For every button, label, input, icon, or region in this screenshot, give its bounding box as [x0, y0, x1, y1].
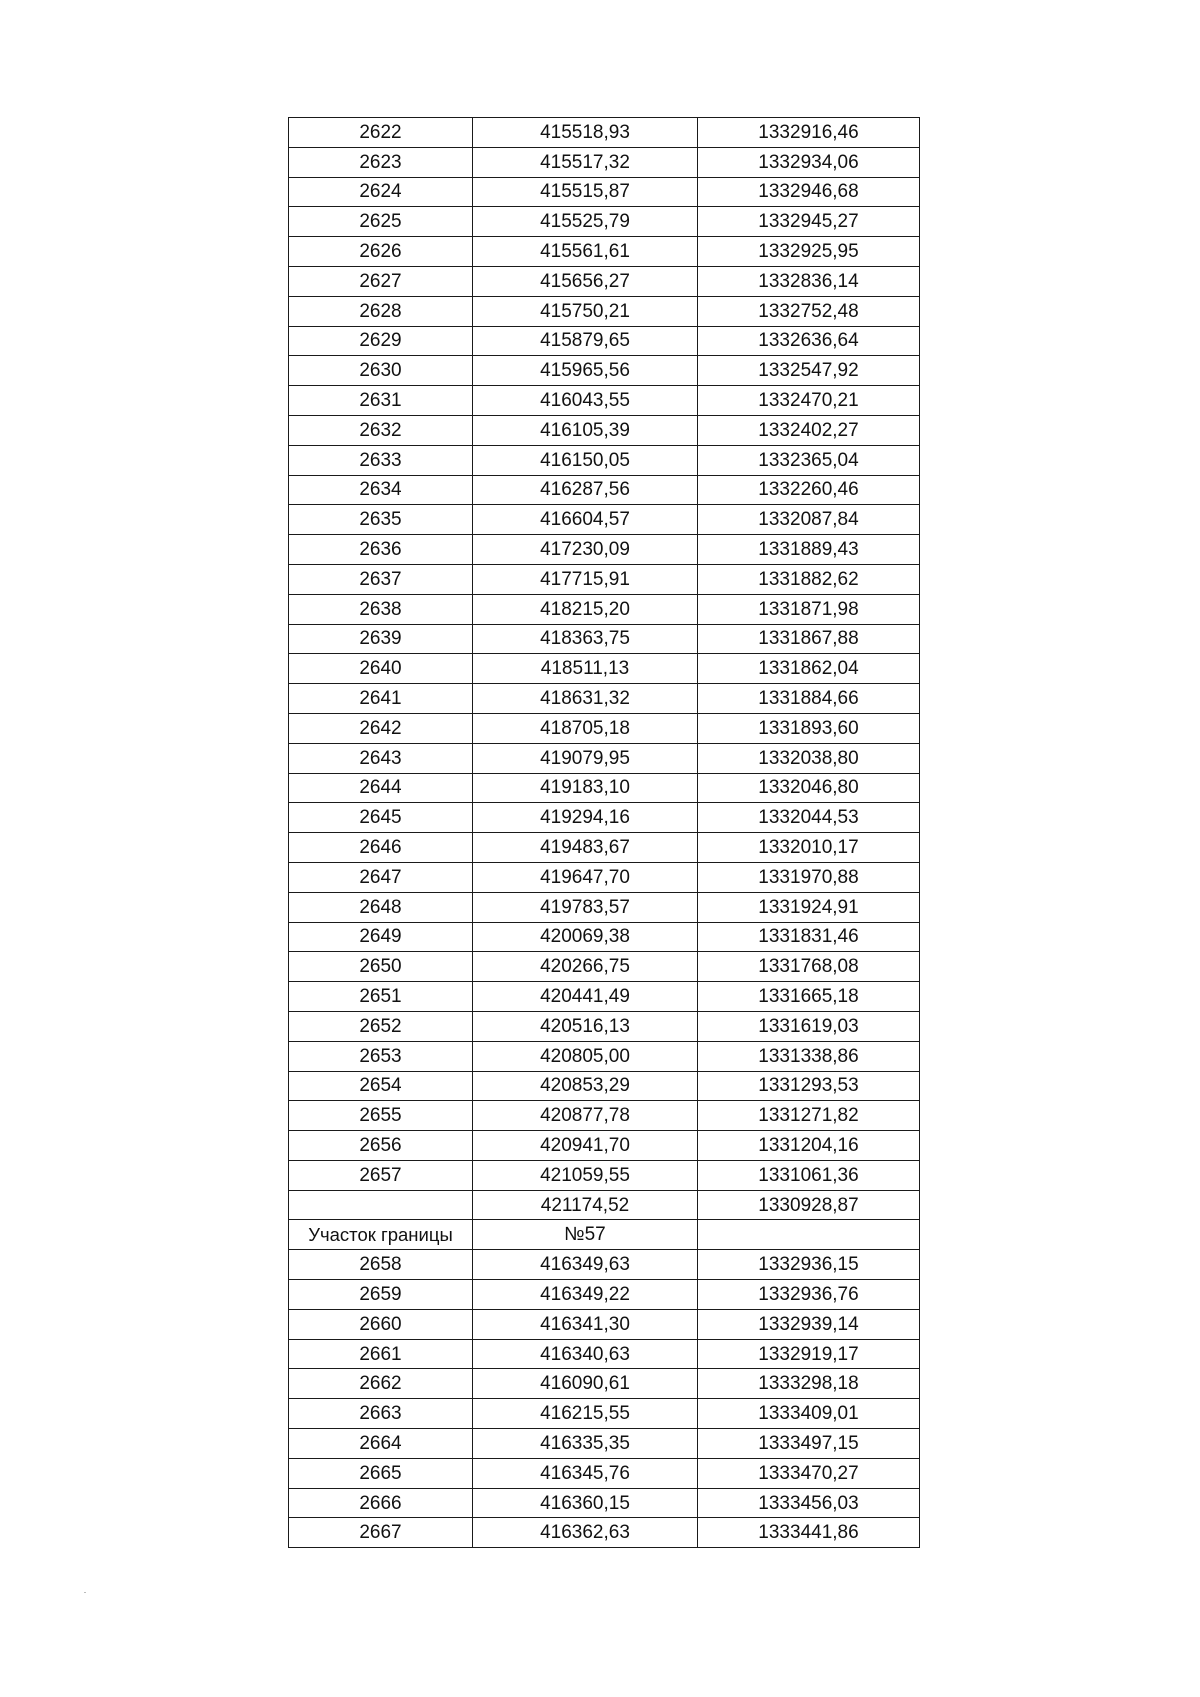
table-row	[289, 207, 920, 237]
point-number-cell: 2639	[289, 624, 473, 654]
point-number-cell: 2628	[289, 296, 473, 326]
x-coordinate-cell: 418705,18	[473, 713, 698, 743]
table-row	[289, 1369, 920, 1399]
y-coordinate-cell: 1333298,18	[698, 1369, 920, 1399]
point-number-cell: 2624	[289, 177, 473, 207]
y-coordinate-cell: 1332010,17	[698, 833, 920, 863]
table-row	[289, 445, 920, 475]
x-coordinate-cell: 416335,35	[473, 1429, 698, 1459]
table-row	[289, 386, 920, 416]
x-coordinate-cell: 415518,93	[473, 118, 698, 148]
y-coordinate-cell: 1331889,43	[698, 535, 920, 565]
x-coordinate-cell: 420877,78	[473, 1101, 698, 1131]
point-number-cell: 2629	[289, 326, 473, 356]
x-coordinate-cell: 416340,63	[473, 1339, 698, 1369]
y-coordinate-cell: 1331862,04	[698, 654, 920, 684]
y-coordinate-cell: 1333497,15	[698, 1429, 920, 1459]
table-row	[289, 266, 920, 296]
x-coordinate-cell: 420441,49	[473, 982, 698, 1012]
y-coordinate-cell: 1331293,53	[698, 1071, 920, 1101]
y-coordinate-cell: 1331665,18	[698, 982, 920, 1012]
point-number-cell: 2644	[289, 773, 473, 803]
coordinates-table-body	[289, 118, 920, 1548]
point-number-cell: 2653	[289, 1041, 473, 1071]
point-number-cell: 2665	[289, 1458, 473, 1488]
x-coordinate-cell: 416043,55	[473, 386, 698, 416]
point-number-cell: 2626	[289, 237, 473, 267]
table-row	[289, 773, 920, 803]
x-coordinate-cell: 418363,75	[473, 624, 698, 654]
table-row	[289, 1250, 920, 1280]
table-row	[289, 147, 920, 177]
y-coordinate-cell: 1331884,66	[698, 684, 920, 714]
point-number-cell: 2651	[289, 982, 473, 1012]
x-coordinate-cell: 420516,13	[473, 1011, 698, 1041]
point-number-cell: 2664	[289, 1429, 473, 1459]
y-coordinate-cell: 1332919,17	[698, 1339, 920, 1369]
y-coordinate-cell: 1331970,88	[698, 862, 920, 892]
y-coordinate-cell: 1332044,53	[698, 803, 920, 833]
point-number-cell: 2647	[289, 862, 473, 892]
point-number-cell: 2658	[289, 1250, 473, 1280]
point-number-cell: 2643	[289, 743, 473, 773]
y-coordinate-cell: 1332934,06	[698, 147, 920, 177]
y-coordinate-cell: 1331831,46	[698, 922, 920, 952]
point-number-cell: 2657	[289, 1160, 473, 1190]
point-number-cell: 2622	[289, 118, 473, 148]
y-coordinate-cell: 1332087,84	[698, 505, 920, 535]
point-number-cell: 2637	[289, 564, 473, 594]
table-row	[289, 922, 920, 952]
table-row	[289, 803, 920, 833]
x-coordinate-cell: 417230,09	[473, 535, 698, 565]
x-coordinate-cell: 415750,21	[473, 296, 698, 326]
y-coordinate-cell: 1331271,82	[698, 1101, 920, 1131]
table-row	[289, 1160, 920, 1190]
table-row	[289, 356, 920, 386]
point-number-cell: 2623	[289, 147, 473, 177]
table-row	[289, 1011, 920, 1041]
table-row	[289, 118, 920, 148]
y-coordinate-cell: 1330928,87	[698, 1190, 920, 1220]
table-row	[289, 1071, 920, 1101]
y-coordinate-cell: 1332836,14	[698, 266, 920, 296]
point-number-cell: 2659	[289, 1280, 473, 1310]
point-number-cell: 2638	[289, 594, 473, 624]
y-coordinate-cell: 1332945,27	[698, 207, 920, 237]
x-coordinate-cell: 420069,38	[473, 922, 698, 952]
table-row	[289, 1399, 920, 1429]
y-coordinate-cell: 1332038,80	[698, 743, 920, 773]
x-coordinate-cell: 416345,76	[473, 1458, 698, 1488]
y-coordinate-cell: 1332547,92	[698, 356, 920, 386]
point-number-cell: 2640	[289, 654, 473, 684]
x-coordinate-cell: 416341,30	[473, 1309, 698, 1339]
y-coordinate-cell: 1332925,95	[698, 237, 920, 267]
point-number-cell: 2652	[289, 1011, 473, 1041]
x-coordinate-cell: 417715,91	[473, 564, 698, 594]
y-coordinate-cell: 1333409,01	[698, 1399, 920, 1429]
coordinates-table	[288, 117, 920, 1548]
table-row	[289, 505, 920, 535]
y-coordinate-cell: 1332046,80	[698, 773, 920, 803]
y-coordinate-cell: 1331882,62	[698, 564, 920, 594]
table-row	[289, 1190, 920, 1220]
y-coordinate-cell: 1331619,03	[698, 1011, 920, 1041]
table-row	[289, 1429, 920, 1459]
table-row	[289, 296, 920, 326]
x-coordinate-cell: 420941,70	[473, 1131, 698, 1161]
y-coordinate-cell: 1332402,27	[698, 415, 920, 445]
y-coordinate-cell: 1332636,64	[698, 326, 920, 356]
x-coordinate-cell: 421174,52	[473, 1190, 698, 1220]
table-row	[289, 892, 920, 922]
x-coordinate-cell: 416090,61	[473, 1369, 698, 1399]
table-row	[289, 177, 920, 207]
point-number-cell: 2625	[289, 207, 473, 237]
y-coordinate-cell: 1331338,86	[698, 1041, 920, 1071]
y-coordinate-cell: 1331204,16	[698, 1131, 920, 1161]
table-row	[289, 862, 920, 892]
table-row	[289, 1131, 920, 1161]
table-row	[289, 535, 920, 565]
table-row	[289, 1220, 920, 1250]
point-number-cell: 2656	[289, 1131, 473, 1161]
point-number-cell: 2663	[289, 1399, 473, 1429]
x-coordinate-cell: 419183,10	[473, 773, 698, 803]
table-row	[289, 1339, 920, 1369]
x-coordinate-cell: 415656,27	[473, 266, 698, 296]
table-row	[289, 564, 920, 594]
y-coordinate-cell: 1332936,76	[698, 1280, 920, 1310]
x-coordinate-cell: 419783,57	[473, 892, 698, 922]
point-number-cell: 2661	[289, 1339, 473, 1369]
y-coordinate-cell: 1333470,27	[698, 1458, 920, 1488]
table-row	[289, 624, 920, 654]
x-coordinate-cell: 416362,63	[473, 1518, 698, 1548]
x-coordinate-cell: 420266,75	[473, 952, 698, 982]
x-coordinate-cell: 416287,56	[473, 475, 698, 505]
point-number-cell: 2654	[289, 1071, 473, 1101]
point-number-cell: 2635	[289, 505, 473, 535]
table-row	[289, 952, 920, 982]
table-row	[289, 1280, 920, 1310]
y-coordinate-cell: 1332916,46	[698, 118, 920, 148]
x-coordinate-cell: 418215,20	[473, 594, 698, 624]
table-row	[289, 1101, 920, 1131]
y-coordinate-cell: 1332470,21	[698, 386, 920, 416]
x-coordinate-cell: 420853,29	[473, 1071, 698, 1101]
table-row	[289, 743, 920, 773]
scan-speck	[84, 1592, 86, 1593]
point-number-cell: Участок границы	[289, 1220, 473, 1250]
table-row	[289, 1488, 920, 1518]
x-coordinate-cell: 416105,39	[473, 415, 698, 445]
point-number-cell: 2646	[289, 833, 473, 863]
y-coordinate-cell: 1332946,68	[698, 177, 920, 207]
table-row	[289, 713, 920, 743]
point-number-cell: 2633	[289, 445, 473, 475]
y-coordinate-cell: 1333441,86	[698, 1518, 920, 1548]
point-number-cell: 2627	[289, 266, 473, 296]
point-number-cell: 2641	[289, 684, 473, 714]
table-row	[289, 982, 920, 1012]
table-row	[289, 1458, 920, 1488]
x-coordinate-cell: 416150,05	[473, 445, 698, 475]
point-number-cell: 2648	[289, 892, 473, 922]
point-number-cell: 2636	[289, 535, 473, 565]
y-coordinate-cell: 1333456,03	[698, 1488, 920, 1518]
point-number-cell: 2662	[289, 1369, 473, 1399]
x-coordinate-cell: 416360,15	[473, 1488, 698, 1518]
y-coordinate-cell	[698, 1220, 920, 1250]
table-row	[289, 833, 920, 863]
point-number-cell: 2667	[289, 1518, 473, 1548]
y-coordinate-cell: 1331768,08	[698, 952, 920, 982]
x-coordinate-cell: 415879,65	[473, 326, 698, 356]
x-coordinate-cell: 415517,32	[473, 147, 698, 177]
table-row	[289, 654, 920, 684]
table-row	[289, 1041, 920, 1071]
point-number-cell: 2660	[289, 1309, 473, 1339]
point-number-cell: 2666	[289, 1488, 473, 1518]
y-coordinate-cell: 1332939,14	[698, 1309, 920, 1339]
x-coordinate-cell: 419647,70	[473, 862, 698, 892]
point-number-cell	[289, 1190, 473, 1220]
table-row	[289, 684, 920, 714]
point-number-cell: 2650	[289, 952, 473, 982]
x-coordinate-cell: 418631,32	[473, 684, 698, 714]
x-coordinate-cell: 416349,63	[473, 1250, 698, 1280]
x-coordinate-cell: №57	[473, 1220, 698, 1250]
point-number-cell: 2649	[289, 922, 473, 952]
y-coordinate-cell: 1331924,91	[698, 892, 920, 922]
x-coordinate-cell: 415525,79	[473, 207, 698, 237]
x-coordinate-cell: 419483,67	[473, 833, 698, 863]
y-coordinate-cell: 1331893,60	[698, 713, 920, 743]
table-row	[289, 1309, 920, 1339]
table-row	[289, 237, 920, 267]
y-coordinate-cell: 1331867,88	[698, 624, 920, 654]
table-row	[289, 1518, 920, 1548]
x-coordinate-cell: 416604,57	[473, 505, 698, 535]
table-row	[289, 594, 920, 624]
point-number-cell: 2655	[289, 1101, 473, 1131]
point-number-cell: 2630	[289, 356, 473, 386]
table-row	[289, 475, 920, 505]
point-number-cell: 2645	[289, 803, 473, 833]
y-coordinate-cell: 1331871,98	[698, 594, 920, 624]
y-coordinate-cell: 1332260,46	[698, 475, 920, 505]
x-coordinate-cell: 419294,16	[473, 803, 698, 833]
table-row	[289, 326, 920, 356]
point-number-cell: 2642	[289, 713, 473, 743]
x-coordinate-cell: 420805,00	[473, 1041, 698, 1071]
point-number-cell: 2634	[289, 475, 473, 505]
x-coordinate-cell: 419079,95	[473, 743, 698, 773]
x-coordinate-cell: 416349,22	[473, 1280, 698, 1310]
x-coordinate-cell: 415515,87	[473, 177, 698, 207]
x-coordinate-cell: 421059,55	[473, 1160, 698, 1190]
x-coordinate-cell: 416215,55	[473, 1399, 698, 1429]
x-coordinate-cell: 415965,56	[473, 356, 698, 386]
point-number-cell: 2631	[289, 386, 473, 416]
y-coordinate-cell: 1332936,15	[698, 1250, 920, 1280]
table-row	[289, 415, 920, 445]
x-coordinate-cell: 418511,13	[473, 654, 698, 684]
y-coordinate-cell: 1332752,48	[698, 296, 920, 326]
y-coordinate-cell: 1332365,04	[698, 445, 920, 475]
x-coordinate-cell: 415561,61	[473, 237, 698, 267]
y-coordinate-cell: 1331061,36	[698, 1160, 920, 1190]
point-number-cell: 2632	[289, 415, 473, 445]
